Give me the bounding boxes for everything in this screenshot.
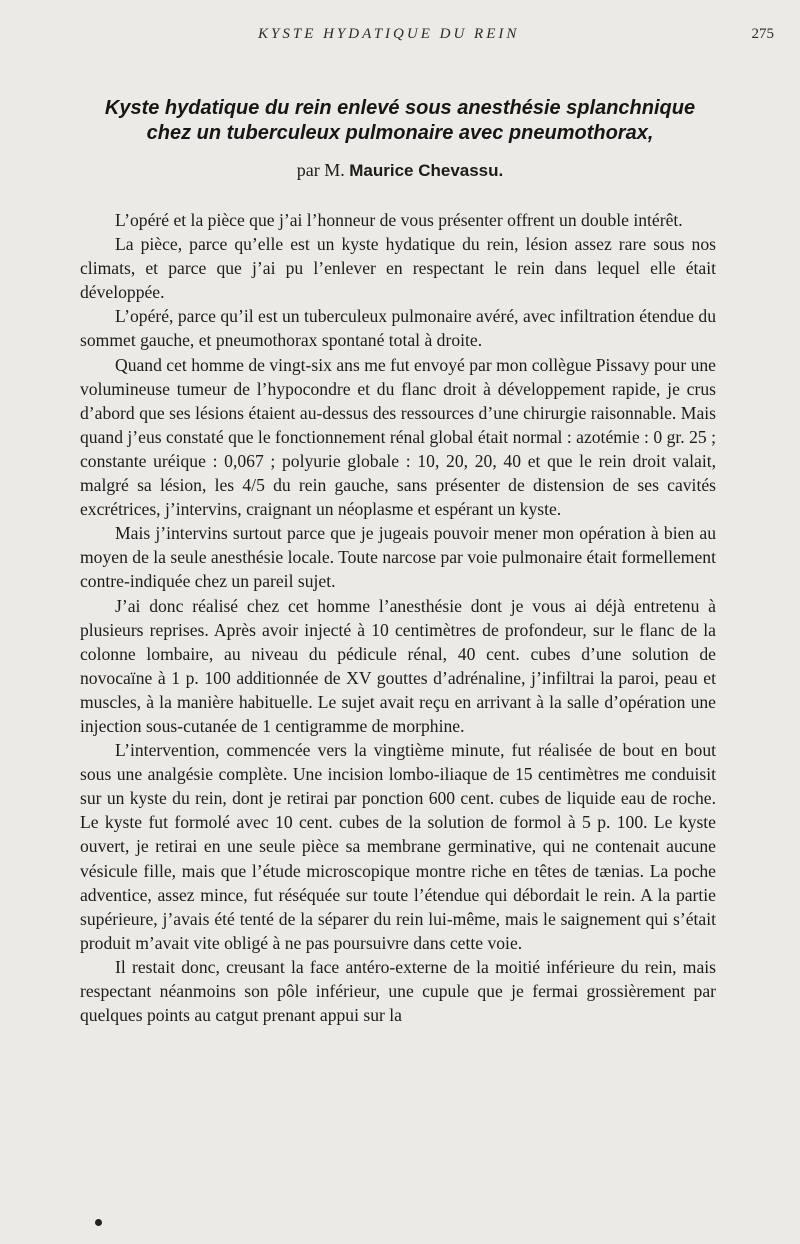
paragraph: L’opéré et la pièce que j’ai l’honneur de vous présenter offrent un double intérêt.: [115, 210, 683, 230]
article-body: [80, 208, 716, 1027]
paragraph: Il restait donc, creusant la face antéro-externe de la moitié inférieure du rein, mais respectant néanmoins son pôle inférieur, une cupule que je fermai grossièrement par quelques points au catgut prenant appui sur la: [80, 956, 716, 1026]
page-number: 275: [751, 26, 774, 42]
article-title: [60, 96, 740, 146]
paragraph: Quand cet homme de vingt-six ans me fut envoyé par mon collègue Pissavy pour une volumineuse tumeur de l’hypocondre et du flanc droit à développement rapide, je crus d’abord que ses lésions étaient au-dessus des ressources d’une chirurgie raisonnable. Mais quand j’eus constaté que le fonctionnement rénal global était normal : azotémie : 0 gr. 25 ; constante uréique : 0,067 ; polyurie globale : 10, 20, 20, 40 et que le rein droit valait, malgré sa lésion, les 4/5 du rein gauche, sans présenter de distension de ses cavités excrétrices, j’intervins, craignant un néoplasme et espérant un kyste.: [80, 354, 716, 520]
byline: [0, 160, 800, 181]
paragraph: La pièce, parce qu’elle est un kyste hydatique du rein, lésion assez rare sous nos climats, et parce que j’ai pu l’enlever en respectant le rein dans lequel elle était développée.: [80, 234, 716, 303]
ink-spot: [95, 1219, 102, 1226]
paragraph: J’ai donc réalisé chez cet homme l’anesthésie dont je vous ai déjà entretenu à plusieurs reprises. Après avoir injecté à 10 centimètres de profondeur, sur le flanc de la colonne lombaire, au niveau du pédicule rénal, 40 cent. cubes d’une solution de novocaïne à 1 p. 100 additionnée de XV gouttes d’adrénaline, j’infiltrai la paroi, peau et muscles, à la manière habituelle. Le sujet avait reçu en arrivant à la salle d’opération une injection sous-cutanée de 1 centigramme de morphine.: [80, 595, 716, 736]
running-title: KYSTE HYDATIQUE DU REIN: [258, 26, 520, 42]
article-title-line-1: Kyste hydatique du rein enlevé sous anesthésie splanchnique: [104, 97, 696, 119]
paragraph: Mais j’intervins surtout parce que je jugeais pouvoir mener mon opération à bien au moyen de la seule anesthésie locale. Toute narcose par voie pulmonaire était formellement contre-indiquée chez un pareil sujet.: [80, 523, 716, 592]
running-head: [0, 26, 800, 46]
author-name: Maurice Chevassu.: [349, 161, 504, 180]
paragraph: L’opéré, parce qu’il est un tuberculeux pulmonaire avéré, avec infiltration étendue du sommet gauche, et pneumothorax spontané total à droite.: [80, 306, 716, 351]
byline-prefix: par M.: [296, 160, 345, 180]
article-title-line-2: chez un tuberculeux pulmonaire avec pneumothorax,: [146, 122, 654, 144]
paragraph: L’intervention, commencée vers la vingtième minute, fut réalisée de bout en bout sous une analgésie complète. Une incision lombo-iliaque de 15 centimètres me conduisit sur un kyste du rein, dont je retirai par ponction 600 cent. cubes de liquide eau de roche. Le kyste fut formolé avec 10 cent. cubes de la solution de formol à 5 p. 100. Le kyste ouvert, je retirai en une seule pièce sa membrane germinative, qui ne contenait aucune vésicule fille, mais que l’étude microscopique montre riche en têtes de tænias. La poche adventice, assez mince, fut réséquée sur toute l’étendue qui débordait le rein. A la partie supérieure, j’avais été tenté de la séparer du rein lui-même, mais le saignement qui s’était produit m’avait vite obligé à ne pas poursuivre dans cette voie.: [80, 740, 716, 953]
